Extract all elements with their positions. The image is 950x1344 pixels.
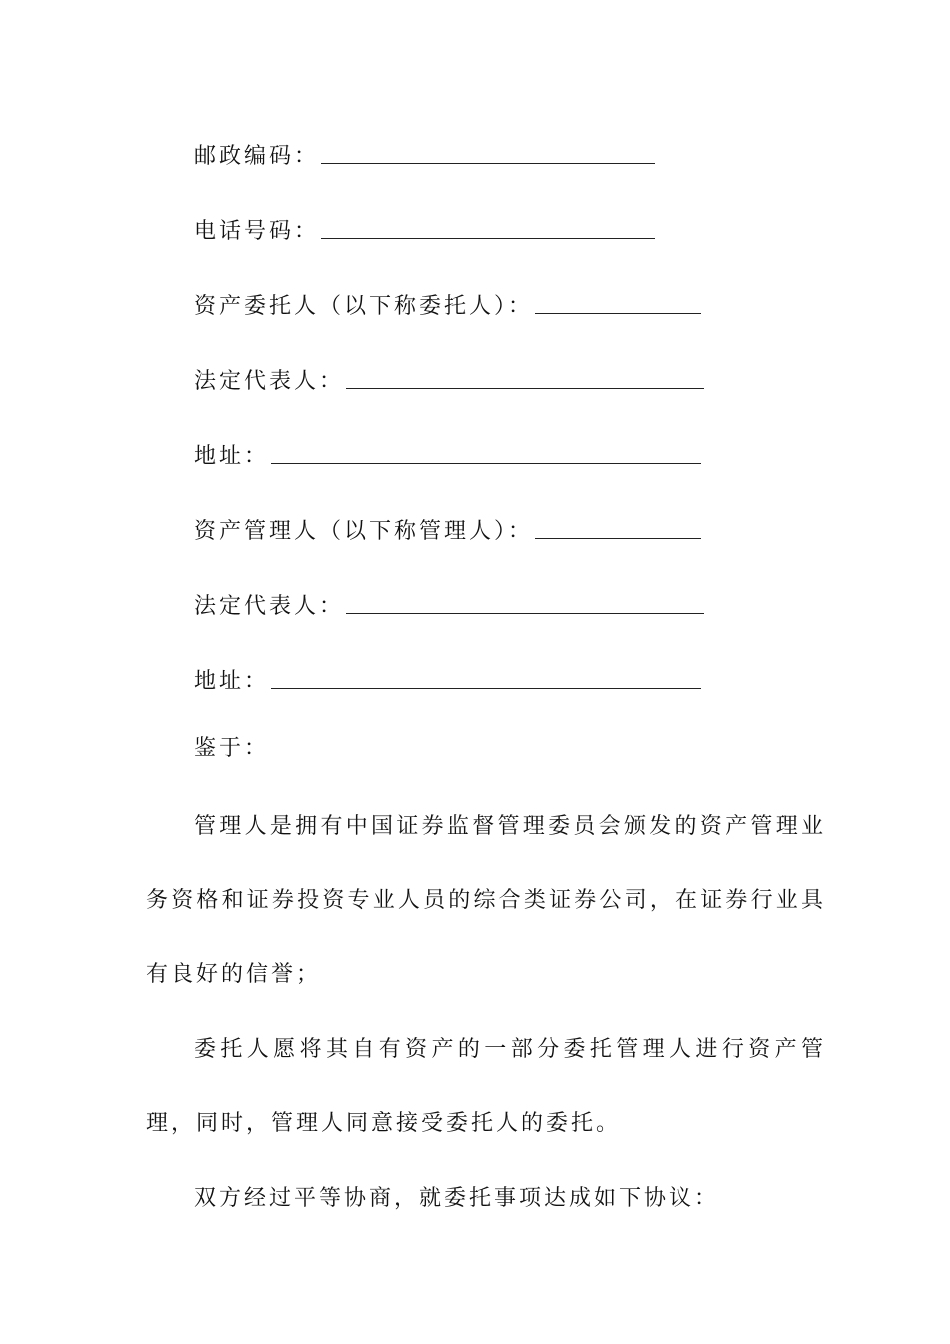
paragraph-agreement-intro: 双方经过平等协商，就委托事项达成如下协议： (194, 1186, 720, 1211)
asset-principal-blank[interactable] (535, 313, 701, 314)
principal-legal-rep-label: 法定代表人： (194, 369, 345, 394)
postal-code-label: 邮政编码： (194, 144, 320, 169)
principal-address-field (194, 428, 701, 468)
principal-legal-rep-field (194, 353, 704, 393)
principal-legal-rep-blank[interactable] (346, 388, 704, 389)
manager-address-field (194, 653, 701, 693)
manager-legal-rep-field (194, 578, 704, 618)
asset-manager-blank[interactable] (535, 538, 701, 539)
postal-code-field (194, 128, 655, 168)
asset-principal-field (194, 278, 701, 318)
phone-number-field (194, 203, 655, 243)
manager-legal-rep-label: 法定代表人： (194, 594, 345, 619)
phone-number-label: 电话号码： (194, 219, 320, 244)
postal-code-blank[interactable] (321, 163, 655, 164)
principal-address-label: 地址： (194, 444, 270, 469)
paragraph-manager-qualification: 管理人是拥有中国证券监督管理委员会颁发的资产管理业务资格和证券投资专业人员的综合类证券公司，在证券行业具有良好的信誉； (146, 814, 826, 987)
asset-manager-field (194, 503, 701, 543)
asset-manager-label: 资产管理人（以下称管理人）： (194, 519, 534, 544)
principal-address-blank[interactable] (271, 463, 701, 464)
asset-principal-label: 资产委托人（以下称委托人）： (194, 294, 534, 319)
whereas-heading: 鉴于： (194, 736, 270, 761)
manager-legal-rep-blank[interactable] (346, 613, 704, 614)
paragraph-principal-intent: 委托人愿将其自有资产的一部分委托管理人进行资产管理，同时，管理人同意接受委托人的委托。 (146, 1037, 826, 1136)
phone-number-blank[interactable] (321, 238, 655, 239)
manager-address-blank[interactable] (271, 688, 701, 689)
manager-address-label: 地址： (194, 669, 270, 694)
